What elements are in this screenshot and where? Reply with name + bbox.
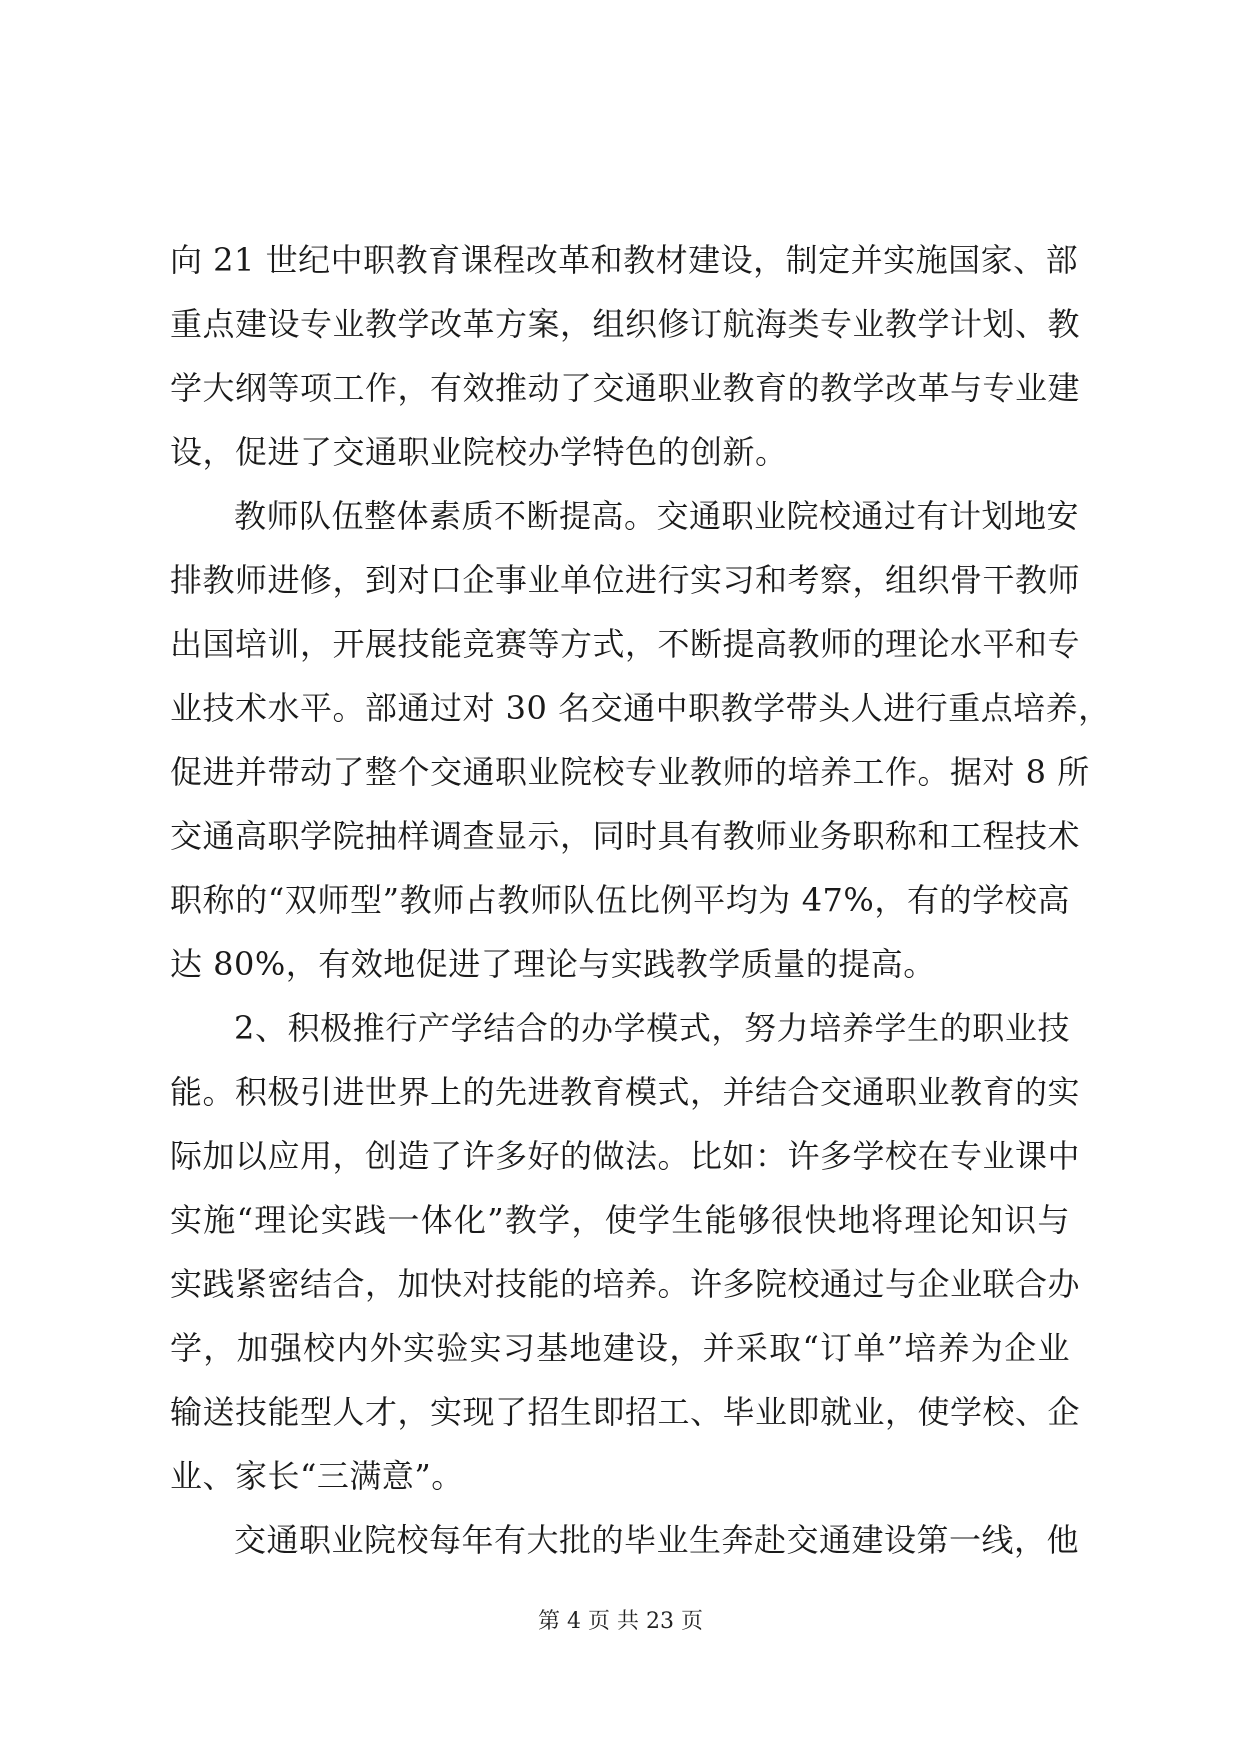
text-line: 职称的“双师型”教师占教师队伍比例平均为 47%，有的学校高: [170, 881, 1070, 919]
text-line: 重点建设专业教学改革方案，组织修订航海类专业教学计划、教: [170, 305, 1081, 343]
paragraph-4: [170, 1508, 1080, 1572]
text-line: 出国培训，开展技能竞赛等方式，不断提高教师的理论水平和专: [170, 625, 1081, 663]
text-line: 能。积极引进世界上的先进教育模式，并结合交通职业教育的实: [170, 1073, 1081, 1111]
paragraph-2: [170, 484, 1111, 996]
text-line: 输送技能型人才，实现了招生即招工、毕业即就业，使学校、企: [170, 1393, 1081, 1431]
text-line: 促进并带动了整个交通职业院校专业教师的培养工作。据对 8 所: [170, 753, 1090, 791]
page-footer: 第 4 页 共 23 页: [538, 1609, 703, 1634]
text-line: 设，促进了交通职业院校办学特色的创新。: [170, 433, 788, 471]
text-line: 2、积极推行产学结合的办学模式，努力培养学生的职业技: [234, 1009, 1070, 1047]
text-line: 际加以应用，创造了许多好的做法。比如：许多学校在专业课中: [170, 1137, 1081, 1175]
text-line: 排教师进修，到对口企事业单位进行实习和考察，组织骨干教师: [170, 561, 1081, 599]
text-line: 学，加强校内外实验实习基地建设，并采取“订单”培养为企业: [170, 1329, 1070, 1367]
text-line: 学大纲等项工作，有效推动了交通职业教育的教学改革与专业建: [170, 369, 1081, 407]
text-line: 交通高职学院抽样调查显示，同时具有教师业务职称和工程技术: [170, 817, 1081, 855]
text-line: 达 80%，有效地促进了理论与实践教学质量的提高。: [170, 945, 936, 983]
paragraph-1: [170, 228, 1081, 484]
text-line: 向 21 世纪中职教育课程改革和教材建设，制定并实施国家、部: [170, 241, 1079, 279]
text-line: 交通职业院校每年有大批的毕业生奔赴交通建设第一线，他: [234, 1521, 1080, 1559]
body-text: [170, 228, 1111, 1572]
text-line: 实践紧密结合，加快对技能的培养。许多院校通过与企业联合办: [170, 1265, 1081, 1303]
text-line: 业、家长“三满意”。: [170, 1457, 464, 1495]
text-line: 教师队伍整体素质不断提高。交通职业院校通过有计划地安: [234, 497, 1080, 535]
text-line: 业技术水平。部通过对 30 名交通中职教学带头人进行重点培养，: [170, 689, 1111, 727]
paragraph-3: [170, 996, 1081, 1508]
text-line: 实施“理论实践一体化”教学，使学生能够很快地将理论知识与: [170, 1201, 1070, 1239]
